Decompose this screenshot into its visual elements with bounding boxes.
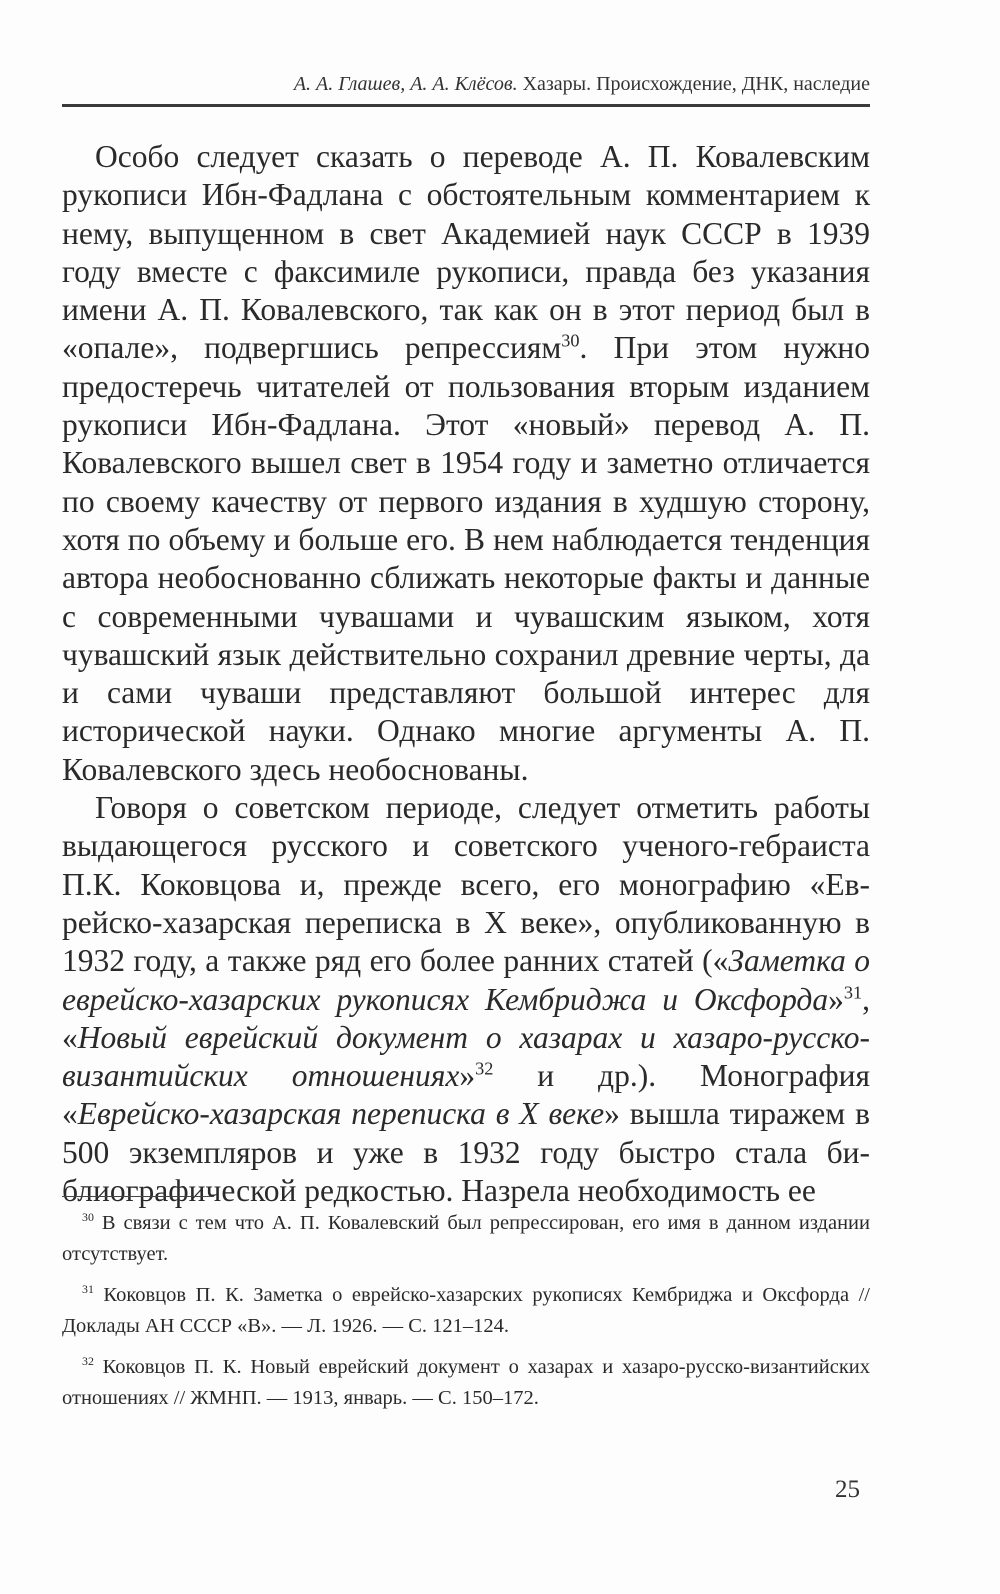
text-run: . При этом нужно предостеречь читателей от пользования вторым изданием рукописи Ибн-Фадлана. Этот «новый» перевод А. П. Ковалевского вышел свет в 1954 году и заметно отличается по своему качеству от первого издания в худшую сторону, хотя по объему и больше его. В нем наблюдается тенденция автора необоснованно сближать некоторые факты и данные с современными чувашами и чувашским языком, хотя чувашский язык действительно сохранил древние черты, да и сами чуваши представляют большой интерес для исторической науки. Однако многие аргументы А. П. Ковалевского здесь необоснованы. bbox=[62, 330, 870, 787]
running-header bbox=[62, 70, 870, 98]
paragraph bbox=[62, 789, 870, 1210]
text-run: , « bbox=[62, 981, 870, 1055]
footnote-ref-32: 32 bbox=[475, 1058, 494, 1079]
text-run: » bbox=[459, 1058, 476, 1094]
footnote-number: 31 bbox=[82, 1282, 94, 1297]
text-run: Говоря о советском периоде, следует отметить работы выдающегося русского и советского ученого-гебраиста П.К. Коковцова и, прежде всего, его монографию «Еврейско-хазарская переписка в Х веке», опубликованную в 1932 году, а также ряд его более ранних статей (« bbox=[62, 790, 870, 979]
italic-title: Новый еврейский документ о хазарах и хазаро-русско-византийских отношениях bbox=[62, 1019, 870, 1094]
main-text bbox=[62, 138, 870, 1210]
footnote-text: В связи с тем что А. П. Ковалевский был репрессирован, его имя в данном издании отсутствует. bbox=[62, 1212, 870, 1265]
footnote-ref-30: 30 bbox=[561, 330, 580, 351]
header-authors: А. А. Глашев, А. А. Клёсов. bbox=[293, 73, 518, 95]
page-number: 25 bbox=[835, 1476, 860, 1503]
footnote-separator bbox=[62, 1196, 214, 1197]
paragraph bbox=[62, 138, 870, 789]
footnote bbox=[62, 1352, 870, 1414]
footnote-ref-31: 31 bbox=[843, 982, 863, 1003]
footnote-number: 30 bbox=[82, 1210, 94, 1225]
footnotes bbox=[62, 1208, 870, 1424]
text-run: » вышла тиражем в 500 экземпляров и уже в 1932 году быстро стала библиографической редкостью. Назрела необходимость ее bbox=[62, 1096, 870, 1209]
text-run: Особо следует сказать о переводе А. П. Ковалевским рукописи Ибн-Фадлана с обстоятельным комментарием к нему, выпущенном в свет Академией наук СССР в 1939 году вместе с факсимиле рукописи, правда без указания имени А. П. Ковалевского, так как он в этот период был в «опале», подвергшись репрессиям bbox=[62, 139, 870, 366]
footnote bbox=[62, 1208, 870, 1270]
header-book-title: Хазары. Происхождение, ДНК, наследие bbox=[517, 73, 870, 95]
footnote-number: 32 bbox=[82, 1354, 94, 1369]
footnote-text: Коковцов П. К. Заметка о еврейско-хазарских рукописях Кембриджа и Оксфорда // Доклады АН СССР «В». — Л. 1926. — С. 121–124. bbox=[62, 1284, 870, 1337]
italic-title: Еврейско-хазарская переписка в Х веке bbox=[77, 1096, 605, 1132]
italic-title: Заметка о еврейско-хазарских рукописях Кембриджа и Оксфорда bbox=[62, 943, 870, 1017]
footnote-text: Коковцов П. К. Новый еврейский документ о хазарах и хазаро-русско-византийских отношениях // ЖМНП. — 1913, январь. — С. 150–172. bbox=[62, 1356, 870, 1409]
footnote bbox=[62, 1280, 870, 1342]
text-run: и др.). Монография « bbox=[62, 1058, 870, 1132]
text-run: » bbox=[828, 981, 844, 1017]
header-rule bbox=[62, 104, 870, 107]
